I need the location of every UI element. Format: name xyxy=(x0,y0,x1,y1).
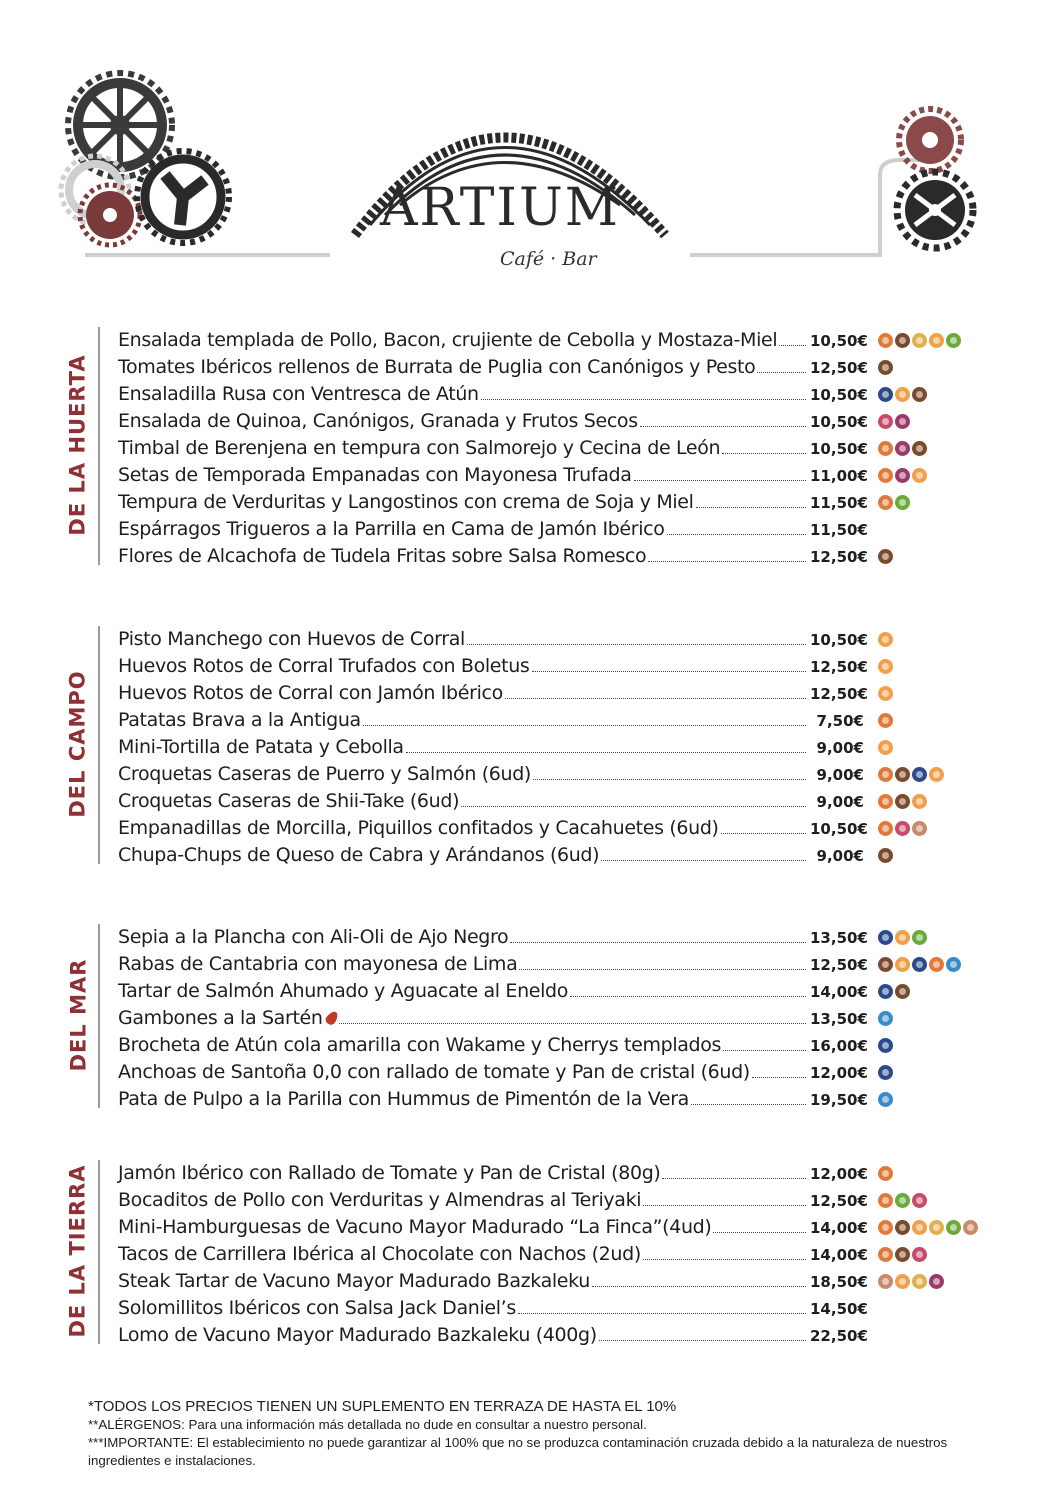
dish-price: 9,00€ xyxy=(816,739,864,757)
soy-allergen-icon xyxy=(912,930,927,945)
dish-name: Steak Tartar de Vacuno Mayor Madurado Bazkaleku xyxy=(118,1270,590,1292)
nuts-allergen-icon xyxy=(895,1247,910,1262)
allergen-icons xyxy=(878,437,1018,459)
section-del-mar xyxy=(0,922,1060,1112)
allergen-icons xyxy=(878,980,1018,1002)
dish-name: Huevos Rotos de Corral con Jamón Ibérico xyxy=(118,682,503,704)
egg-allergen-icon xyxy=(912,794,927,809)
menu-item xyxy=(118,651,1018,677)
leader-dots xyxy=(634,480,807,481)
allergen-icons xyxy=(878,356,1018,378)
menu-item xyxy=(118,1293,1018,1319)
leader-dots xyxy=(723,1050,806,1051)
leader-dots xyxy=(481,399,806,400)
dish-price: 11,50€ xyxy=(810,521,868,539)
leader-dots xyxy=(713,1232,806,1233)
dish-price: 22,50€ xyxy=(810,1327,868,1345)
dish-name: Mini-Tortilla de Patata y Cebolla xyxy=(118,736,404,758)
dish-name: Ensaladilla Rusa con Ventresca de Atún xyxy=(118,383,479,405)
dish-name: Chupa-Chups de Queso de Cabra y Arándanos (6ud) xyxy=(118,844,600,866)
dish-name: Lomo de Vacuno Mayor Madurado Bazkaleku (400g) xyxy=(118,1324,597,1346)
section-title: DEL MAR xyxy=(66,958,91,1072)
egg-allergen-icon xyxy=(895,930,910,945)
menu-item xyxy=(118,1239,1018,1265)
menu-item xyxy=(118,1084,1018,1110)
section-title: DEL CAMPO xyxy=(66,670,90,818)
mustard-allergen-icon xyxy=(895,414,910,429)
leader-dots xyxy=(696,507,806,508)
dish-name: Rabas de Cantabria con mayonesa de Lima xyxy=(118,953,518,975)
nuts-allergen-icon xyxy=(878,549,893,564)
leader-dots xyxy=(532,671,807,672)
nuts-allergen-icon xyxy=(878,848,893,863)
gluten-allergen-icon xyxy=(878,821,893,836)
menu-item xyxy=(118,840,1018,866)
gluten-allergen-icon xyxy=(929,957,944,972)
leader-dots xyxy=(721,833,806,834)
nuts-allergen-icon xyxy=(878,360,893,375)
allergen-icons xyxy=(878,709,1018,731)
leader-dots xyxy=(363,725,806,726)
menu-item xyxy=(118,433,1018,459)
menu-item xyxy=(118,1266,1018,1292)
leader-dots xyxy=(599,1340,806,1341)
leader-dots xyxy=(643,1259,806,1260)
dish-price: 10,50€ xyxy=(810,440,868,458)
egg-allergen-icon xyxy=(895,1274,910,1289)
dish-name: Mini-Hamburguesas de Vacuno Mayor Madurado “La Finca”(4ud) xyxy=(118,1216,712,1238)
milk-allergen-icon xyxy=(912,1247,927,1262)
mustard-allergen-icon xyxy=(895,441,910,456)
leader-dots xyxy=(570,996,806,997)
egg-allergen-icon xyxy=(912,468,927,483)
leader-dots xyxy=(722,453,806,454)
leader-dots xyxy=(519,969,806,970)
leader-dots xyxy=(667,534,806,535)
dish-name: Solomillitos Ibéricos con Salsa Jack Daniel’s xyxy=(118,1297,516,1319)
dish-name: Espárragos Trigueros a la Parrilla en Cama de Jamón Ibérico xyxy=(118,518,665,540)
leader-dots xyxy=(461,806,806,807)
menu-item xyxy=(118,1212,1018,1238)
dish-name: Pata de Pulpo a la Parilla con Hummus de Pimentón de la Vera xyxy=(118,1088,689,1110)
allergen-icons xyxy=(878,518,1018,540)
shellfish-allergen-icon xyxy=(878,1092,893,1107)
nuts-allergen-icon xyxy=(895,984,910,999)
fish-allergen-icon xyxy=(878,387,893,402)
menu-item xyxy=(118,1030,1018,1056)
leader-dots xyxy=(592,1286,806,1287)
dish-price: 18,50€ xyxy=(810,1273,868,1291)
allergen-icons xyxy=(878,1007,1018,1029)
menu-item xyxy=(118,732,1018,758)
allergen-icons xyxy=(878,628,1018,650)
section-divider xyxy=(98,327,100,565)
dish-name: Tomates Ibéricos rellenos de Burrata de Puglia con Canónigos y Pesto xyxy=(118,356,756,378)
dish-name: Patatas Brava a la Antigua xyxy=(118,709,361,731)
dish-price: 13,50€ xyxy=(810,929,868,947)
gluten-allergen-icon xyxy=(878,1220,893,1235)
dish-name: Tartar de Salmón Ahumado y Aguacate al Eneldo xyxy=(118,980,569,1002)
menu-item xyxy=(118,514,1018,540)
leader-dots xyxy=(505,698,806,699)
nuts-allergen-icon xyxy=(895,794,910,809)
menu-item xyxy=(118,678,1018,704)
allergen-icons xyxy=(878,763,1018,785)
gluten-allergen-icon xyxy=(878,441,893,456)
dish-price: 9,00€ xyxy=(816,847,864,865)
leader-dots xyxy=(757,372,806,373)
soy-allergen-icon xyxy=(946,1220,961,1235)
allergen-icons xyxy=(878,1061,1018,1083)
gluten-allergen-icon xyxy=(878,468,893,483)
dish-name: Gambones a la Sartén xyxy=(118,1007,323,1029)
menu-item xyxy=(118,1003,1018,1029)
leader-dots xyxy=(467,644,806,645)
sesame-allergen-icon xyxy=(912,333,927,348)
egg-allergen-icon xyxy=(929,767,944,782)
dish-price: 10,50€ xyxy=(810,820,868,838)
allergen-icons xyxy=(878,1034,1018,1056)
dish-price: 12,50€ xyxy=(810,956,868,974)
dish-price: 12,00€ xyxy=(810,1064,868,1082)
dish-price: 19,50€ xyxy=(810,1091,868,1109)
soy-allergen-icon xyxy=(895,1193,910,1208)
peanut-allergen-icon xyxy=(963,1220,978,1235)
section-de-la-tierra xyxy=(0,1158,1060,1348)
dish-name: Bocaditos de Pollo con Verduritas y Almendras al Teriyaki xyxy=(118,1189,642,1211)
dish-name: Ensalada templada de Pollo, Bacon, crujiente de Cebolla y Mostaza-Miel xyxy=(118,329,778,351)
gluten-allergen-icon xyxy=(878,1193,893,1208)
leader-dots xyxy=(518,1313,806,1314)
dish-price: 12,50€ xyxy=(810,1192,868,1210)
footnotes xyxy=(88,1398,988,1470)
leader-dots xyxy=(752,1077,806,1078)
menu-item xyxy=(118,379,1018,405)
dish-name: Setas de Temporada Empanadas con Mayonesa Trufada xyxy=(118,464,632,486)
dish-price: 16,00€ xyxy=(810,1037,868,1055)
leader-dots xyxy=(601,860,806,861)
leader-dots xyxy=(406,752,806,753)
leader-dots xyxy=(648,561,806,562)
allergen-icons xyxy=(878,1088,1018,1110)
menu-item xyxy=(118,759,1018,785)
allergen-icons xyxy=(878,1216,1018,1238)
peanut-allergen-icon xyxy=(912,821,927,836)
shellfish-allergen-icon xyxy=(878,1011,893,1026)
fish-allergen-icon xyxy=(878,1038,893,1053)
menu-item xyxy=(118,325,1018,351)
egg-allergen-icon xyxy=(895,957,910,972)
gluten-allergen-icon xyxy=(878,1247,893,1262)
dish-price: 7,50€ xyxy=(816,712,864,730)
allergen-icons xyxy=(878,790,1018,812)
dish-name: Anchoas de Santoña 0,0 con rallado de tomate y Pan de cristal (6ud) xyxy=(118,1061,750,1083)
fish-allergen-icon xyxy=(878,930,893,945)
menu-item xyxy=(118,1158,1018,1184)
menu-item xyxy=(118,786,1018,812)
section-title: DE LA TIERRA xyxy=(66,1164,91,1338)
fish-allergen-icon xyxy=(912,767,927,782)
menu-item xyxy=(118,352,1018,378)
shellfish-allergen-icon xyxy=(946,957,961,972)
dish-price: 11,00€ xyxy=(810,467,868,485)
gluten-allergen-icon xyxy=(878,333,893,348)
soy-allergen-icon xyxy=(946,333,961,348)
dish-name: Pisto Manchego con Huevos de Corral xyxy=(118,628,465,650)
dish-price: 14,00€ xyxy=(810,1246,868,1264)
dish-name: Croquetas Caseras de Shii-Take (6ud) xyxy=(118,790,460,812)
fish-allergen-icon xyxy=(912,957,927,972)
section-divider xyxy=(98,1160,100,1344)
allergen-icons xyxy=(878,491,1018,513)
allergen-icons xyxy=(878,1162,1018,1184)
dish-name: Huevos Rotos de Corral Trufados con Boletus xyxy=(118,655,530,677)
dish-price: 9,00€ xyxy=(816,793,864,811)
nuts-allergen-icon xyxy=(878,957,893,972)
header xyxy=(0,0,1060,300)
egg-allergen-icon xyxy=(929,333,944,348)
allergen-icons xyxy=(878,953,1018,975)
dish-price: 12,00€ xyxy=(810,1165,868,1183)
footnote-important: ***IMPORTANTE: El establecimiento no puede garantizar al 100% que no se produzca contaminación cruzada debido a la naturaleza de nuestros ingredientes e instalaciones. xyxy=(88,1435,948,1468)
allergen-icons xyxy=(878,329,1018,351)
gluten-allergen-icon xyxy=(878,794,893,809)
dish-price: 10,50€ xyxy=(810,386,868,404)
allergen-icons xyxy=(878,736,1018,758)
leader-dots xyxy=(662,1178,806,1179)
menu-item xyxy=(118,1185,1018,1211)
fish-allergen-icon xyxy=(878,984,893,999)
menu-item xyxy=(118,406,1018,432)
mustard-allergen-icon xyxy=(929,1274,944,1289)
gluten-allergen-icon xyxy=(878,1166,893,1181)
dish-price: 12,50€ xyxy=(810,658,868,676)
leader-dots xyxy=(533,779,806,780)
menu-item xyxy=(118,1320,1018,1346)
brand-subtitle: Café · Bar xyxy=(500,248,597,270)
dish-name: Timbal de Berenjena en tempura con Salmorejo y Cecina de León xyxy=(118,437,721,459)
dish-name: Flores de Alcachofa de Tudela Fritas sobre Salsa Romesco xyxy=(118,545,647,567)
dish-price: 13,50€ xyxy=(810,1010,868,1028)
dish-price: 9,00€ xyxy=(816,766,864,784)
allergen-icons xyxy=(878,1189,1018,1211)
dish-name: Tacos de Carrillera Ibérica al Chocolate con Nachos (2ud) xyxy=(118,1243,641,1265)
menu-item xyxy=(118,705,1018,731)
sesame-allergen-icon xyxy=(929,1220,944,1235)
soy-allergen-icon xyxy=(895,495,910,510)
allergen-icons xyxy=(878,1243,1018,1265)
allergen-icons xyxy=(878,682,1018,704)
milk-allergen-icon xyxy=(912,1193,927,1208)
allergen-icons xyxy=(878,1297,1018,1319)
menu-item xyxy=(118,487,1018,513)
dish-price: 12,50€ xyxy=(810,685,868,703)
dish-name: Jamón Ibérico con Rallado de Tomate y Pan de Cristal (80g) xyxy=(118,1162,661,1184)
nuts-allergen-icon xyxy=(895,767,910,782)
sesame-allergen-icon xyxy=(912,1274,927,1289)
dish-price: 12,50€ xyxy=(810,359,868,377)
section-divider xyxy=(98,626,100,864)
dish-name: Brocheta de Atún cola amarilla con Wakame y Cherrys templados xyxy=(118,1034,722,1056)
footnote-terrace: *TODOS LOS PRECIOS TIENEN UN SUPLEMENTO EN TERRAZA DE HASTA EL 10% xyxy=(88,1398,677,1415)
section-del-campo xyxy=(0,624,1060,869)
nuts-allergen-icon xyxy=(895,333,910,348)
fish-allergen-icon xyxy=(878,1065,893,1080)
allergen-icons xyxy=(878,817,1018,839)
section-divider xyxy=(98,924,100,1108)
allergen-icons xyxy=(878,464,1018,486)
leader-dots xyxy=(643,1205,806,1206)
allergen-icons xyxy=(878,926,1018,948)
egg-allergen-icon xyxy=(895,387,910,402)
gluten-allergen-icon xyxy=(878,767,893,782)
menu-item xyxy=(118,624,1018,650)
menu-item xyxy=(118,541,1018,567)
dish-name: Empanadillas de Morcilla, Piquillos confitados y Cacahuetes (6ud) xyxy=(118,817,719,839)
egg-allergen-icon xyxy=(912,1220,927,1235)
menu-item xyxy=(118,976,1018,1002)
dish-price: 14,00€ xyxy=(810,983,868,1001)
nuts-allergen-icon xyxy=(895,1220,910,1235)
section-title: DE LA HUERTA xyxy=(66,354,90,536)
brand-name: ARTIUM xyxy=(379,178,621,238)
leader-dots xyxy=(779,345,806,346)
peanut-allergen-icon xyxy=(878,1274,893,1289)
allergen-icons xyxy=(878,545,1018,567)
dish-price: 14,00€ xyxy=(810,1219,868,1237)
nuts-allergen-icon xyxy=(912,441,927,456)
allergen-icons xyxy=(878,1270,1018,1292)
dish-price: 11,50€ xyxy=(810,494,868,512)
egg-allergen-icon xyxy=(878,632,893,647)
chili-icon xyxy=(323,1009,339,1026)
dish-name: Tempura de Verduritas y Langostinos con crema de Soja y Miel xyxy=(118,491,694,513)
dish-name: Sepia a la Plancha con Ali-Oli de Ajo Negro xyxy=(118,926,509,948)
menu-item xyxy=(118,460,1018,486)
dish-price: 10,50€ xyxy=(810,413,868,431)
leader-dots xyxy=(339,1023,806,1024)
dish-price: 10,50€ xyxy=(810,332,868,350)
dish-price: 10,50€ xyxy=(810,631,868,649)
menu-item xyxy=(118,1057,1018,1083)
allergen-icons xyxy=(878,410,1018,432)
egg-allergen-icon xyxy=(878,740,893,755)
milk-allergen-icon xyxy=(878,414,893,429)
section-de-la-huerta xyxy=(0,325,1060,570)
menu-item xyxy=(118,949,1018,975)
nuts-allergen-icon xyxy=(912,387,927,402)
allergen-icons xyxy=(878,844,1018,866)
dish-name: Ensalada de Quinoa, Canónigos, Granada y Frutos Secos xyxy=(118,410,638,432)
egg-allergen-icon xyxy=(878,686,893,701)
menu-item xyxy=(118,922,1018,948)
allergen-icons xyxy=(878,383,1018,405)
allergen-icons xyxy=(878,1324,1018,1346)
dish-price: 14,50€ xyxy=(810,1300,868,1318)
milk-allergen-icon xyxy=(895,821,910,836)
leader-dots xyxy=(691,1104,806,1105)
dish-name: Croquetas Caseras de Puerro y Salmón (6ud) xyxy=(118,763,531,785)
menu-item xyxy=(118,813,1018,839)
leader-dots xyxy=(510,942,806,943)
dish-price: 12,50€ xyxy=(810,548,868,566)
egg-allergen-icon xyxy=(878,659,893,674)
gluten-allergen-icon xyxy=(878,495,893,510)
footnote-allergens: **ALÉRGENOS: Para una información más detallada no dude en consultar a nuestro personal. xyxy=(88,1417,647,1432)
allergen-icons xyxy=(878,655,1018,677)
mustard-allergen-icon xyxy=(895,468,910,483)
leader-dots xyxy=(640,426,806,427)
gluten-allergen-icon xyxy=(878,713,893,728)
